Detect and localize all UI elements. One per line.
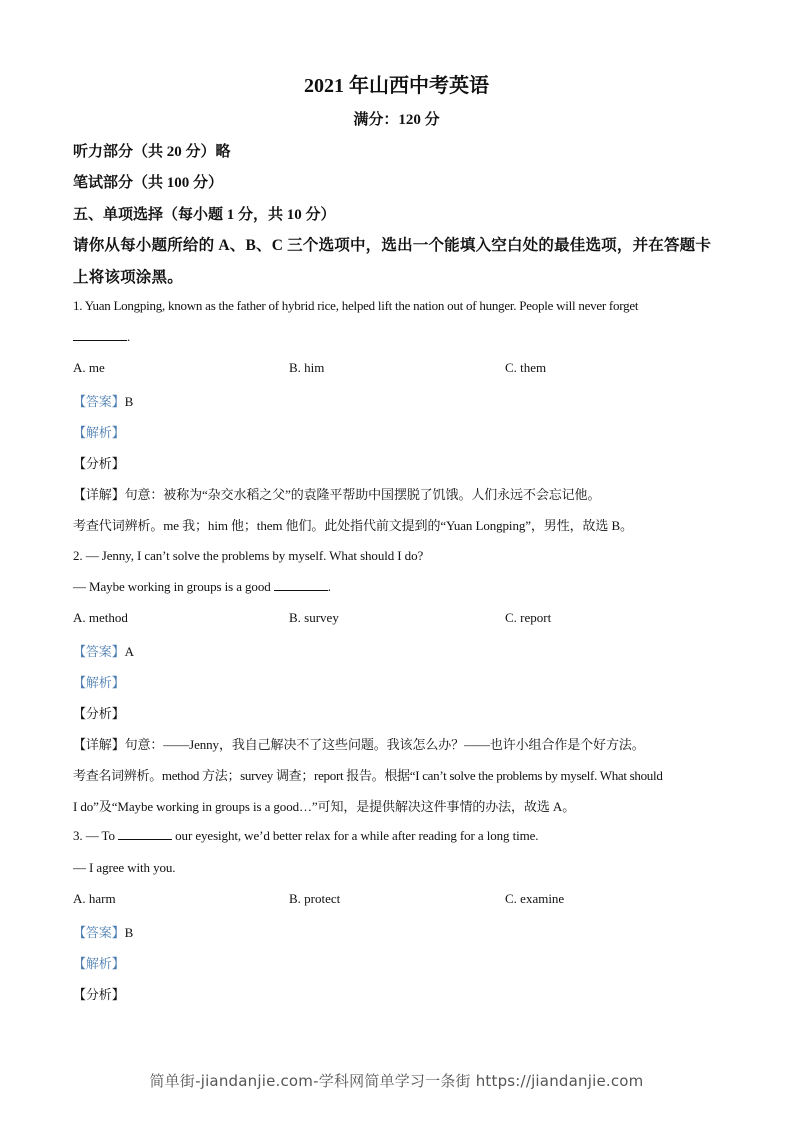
answer-label: 【答案】 (73, 925, 125, 940)
answer-row (73, 641, 134, 660)
listening-section-heading: 听力部分（共 20 分）略 (73, 144, 231, 160)
detail-text-line-2: 考查代词辨析。me 我；him 他；them 他们。此处指代前文提到的“Yuan Longping”，男性，故选 B。 (73, 518, 633, 533)
option-a: A. harm (73, 891, 116, 906)
answer-blank (73, 329, 127, 341)
option-c: C. report (505, 610, 552, 625)
analysis-label: 【解析】 (73, 425, 125, 440)
option-c: C. examine (505, 891, 565, 906)
detail-text-line-2: 考查名词辨析。method 方法；survey 调查；report 报告。根据“I can’t solve the problems by myself. What should (73, 768, 663, 783)
answer-value: B (124, 925, 134, 940)
breakdown-label: 【分析】 (73, 456, 125, 471)
question-stem-line-2: — I agree with you. (73, 860, 176, 875)
breakdown-label: 【分析】 (73, 987, 125, 1002)
question-stem: 3. — To our eyesight, we’d better relax for a while after reading for a long time. (73, 828, 539, 843)
question-stem: 2. — Jenny, I can’t solve the problems by myself. What should I do? (73, 548, 424, 563)
answer-value: A (124, 644, 134, 659)
detail-label: 【详解】 (73, 737, 125, 752)
option-b: B. him (289, 360, 325, 375)
page-title: 2021 年山西中考英语 (304, 75, 489, 97)
answer-blank (274, 579, 328, 591)
answer-label: 【答案】 (73, 644, 125, 659)
option-a: A. method (73, 610, 128, 625)
full-score: 满分：120 分 (353, 112, 440, 128)
answer-value: B (124, 394, 134, 409)
detail-text: 句意：被称为“杂交水稻之父”的袁隆平帮助中国摆脱了饥饿。人们永远不会忘记他。 (124, 487, 601, 502)
breakdown-label: 【分析】 (73, 706, 125, 721)
option-c: C. them (505, 360, 547, 375)
option-b: B. survey (289, 610, 339, 625)
part5-heading: 五、单项选择（每小题 1 分，共 10 分） (73, 207, 336, 223)
question-stem: 1. Yuan Longping, known as the father of hybrid rice, helped lift the nation out of hunger. People will never forget (73, 298, 639, 313)
detail-label: 【详解】 (73, 487, 125, 502)
analysis-label: 【解析】 (73, 675, 125, 690)
written-section-heading: 笔试部分（共 100 分） (73, 175, 224, 191)
option-a: A. me (73, 360, 105, 375)
option-b: B. protect (289, 891, 341, 906)
footer-watermark: 简单街-jiandanjie.com-学科网简单学习一条街 https://jiandanjie.com (149, 1072, 644, 1090)
detail-row (73, 734, 645, 753)
answer-blank (118, 828, 172, 840)
detail-row (73, 484, 600, 503)
detail-text: 句意：——Jenny，我自己解决不了这些问题。我该怎么办？——也许小组合作是个好方法。 (124, 737, 645, 752)
analysis-label: 【解析】 (73, 956, 125, 971)
answer-row (73, 391, 133, 410)
question-stem-line-2: — Maybe working in groups is a good . (73, 579, 331, 594)
detail-text-line-3: I do”及“Maybe working in groups is a good…”可知，是提供解决这件事情的办法，故选 A。 (73, 799, 576, 814)
answer-row (73, 922, 133, 941)
question-stem-blank-line: . (73, 329, 130, 345)
instruction-line-1: 请你从每小题所给的 A、B、C 三个选项中，选出一个能填入空白处的最佳选项，并在答题卡 (73, 237, 712, 254)
answer-label: 【答案】 (73, 394, 125, 409)
instruction-line-2: 上将该项涂黑。 (73, 269, 183, 286)
